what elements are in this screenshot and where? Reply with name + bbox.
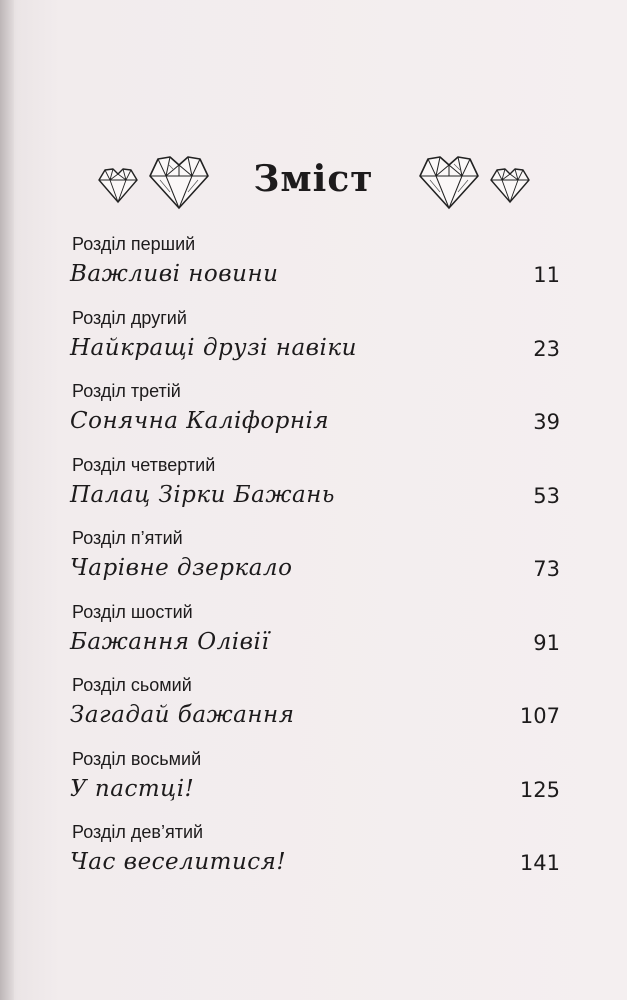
chapter-title: Палац Зірки Бажань (70, 481, 335, 508)
chapter-label: Розділ сьомий (72, 675, 192, 695)
toc-entry (70, 527, 560, 601)
chapter-page-number: 11 (533, 263, 560, 287)
toc-entry (70, 380, 560, 454)
chapter-label: Розділ третій (72, 381, 181, 401)
toc-entry (70, 674, 560, 748)
toc-entry (70, 454, 560, 528)
chapter-label: Розділ дев’ятий (72, 822, 204, 842)
chapter-title: Загадай бажання (70, 702, 295, 728)
toc-entry (70, 601, 560, 675)
chapter-label: Розділ восьмий (72, 748, 202, 769)
chapter-label: Розділ четвертий (72, 454, 216, 475)
gem-heart-small-icon (488, 166, 532, 204)
chapter-label: Розділ п’ятий (72, 528, 183, 548)
toc-header (0, 150, 627, 220)
chapter-page-number: 73 (533, 557, 560, 581)
table-of-contents (70, 233, 560, 895)
gem-heart-large-icon (416, 154, 482, 210)
toc-entry (70, 821, 560, 895)
chapter-page-number: 125 (519, 777, 560, 802)
chapter-label: Розділ перший (72, 234, 196, 254)
toc-entry (70, 307, 560, 381)
chapter-page-number: 39 (533, 410, 560, 434)
chapter-label: Розділ другий (72, 307, 187, 328)
chapter-page-number: 107 (519, 704, 560, 728)
page-title: Зміст (253, 158, 374, 200)
chapter-page-number: 23 (533, 336, 560, 361)
chapter-page-number: 53 (533, 483, 560, 508)
toc-entry (70, 233, 560, 307)
chapter-title: Час веселитися! (70, 849, 287, 875)
chapter-page-number: 91 (533, 630, 560, 655)
chapter-title: Чарівне дзеркало (70, 555, 293, 581)
chapter-page-number: 141 (519, 851, 560, 875)
chapter-title: Важливі новини (70, 261, 279, 287)
chapter-title: Найкращі друзі навіки (70, 334, 357, 361)
toc-entry (70, 748, 560, 822)
chapter-title: Бажання Олівії (70, 628, 270, 655)
chapter-title: Сонячна Каліфорнія (70, 408, 330, 434)
chapter-title: У пастці! (70, 775, 195, 802)
chapter-label: Розділ шостий (72, 601, 193, 622)
